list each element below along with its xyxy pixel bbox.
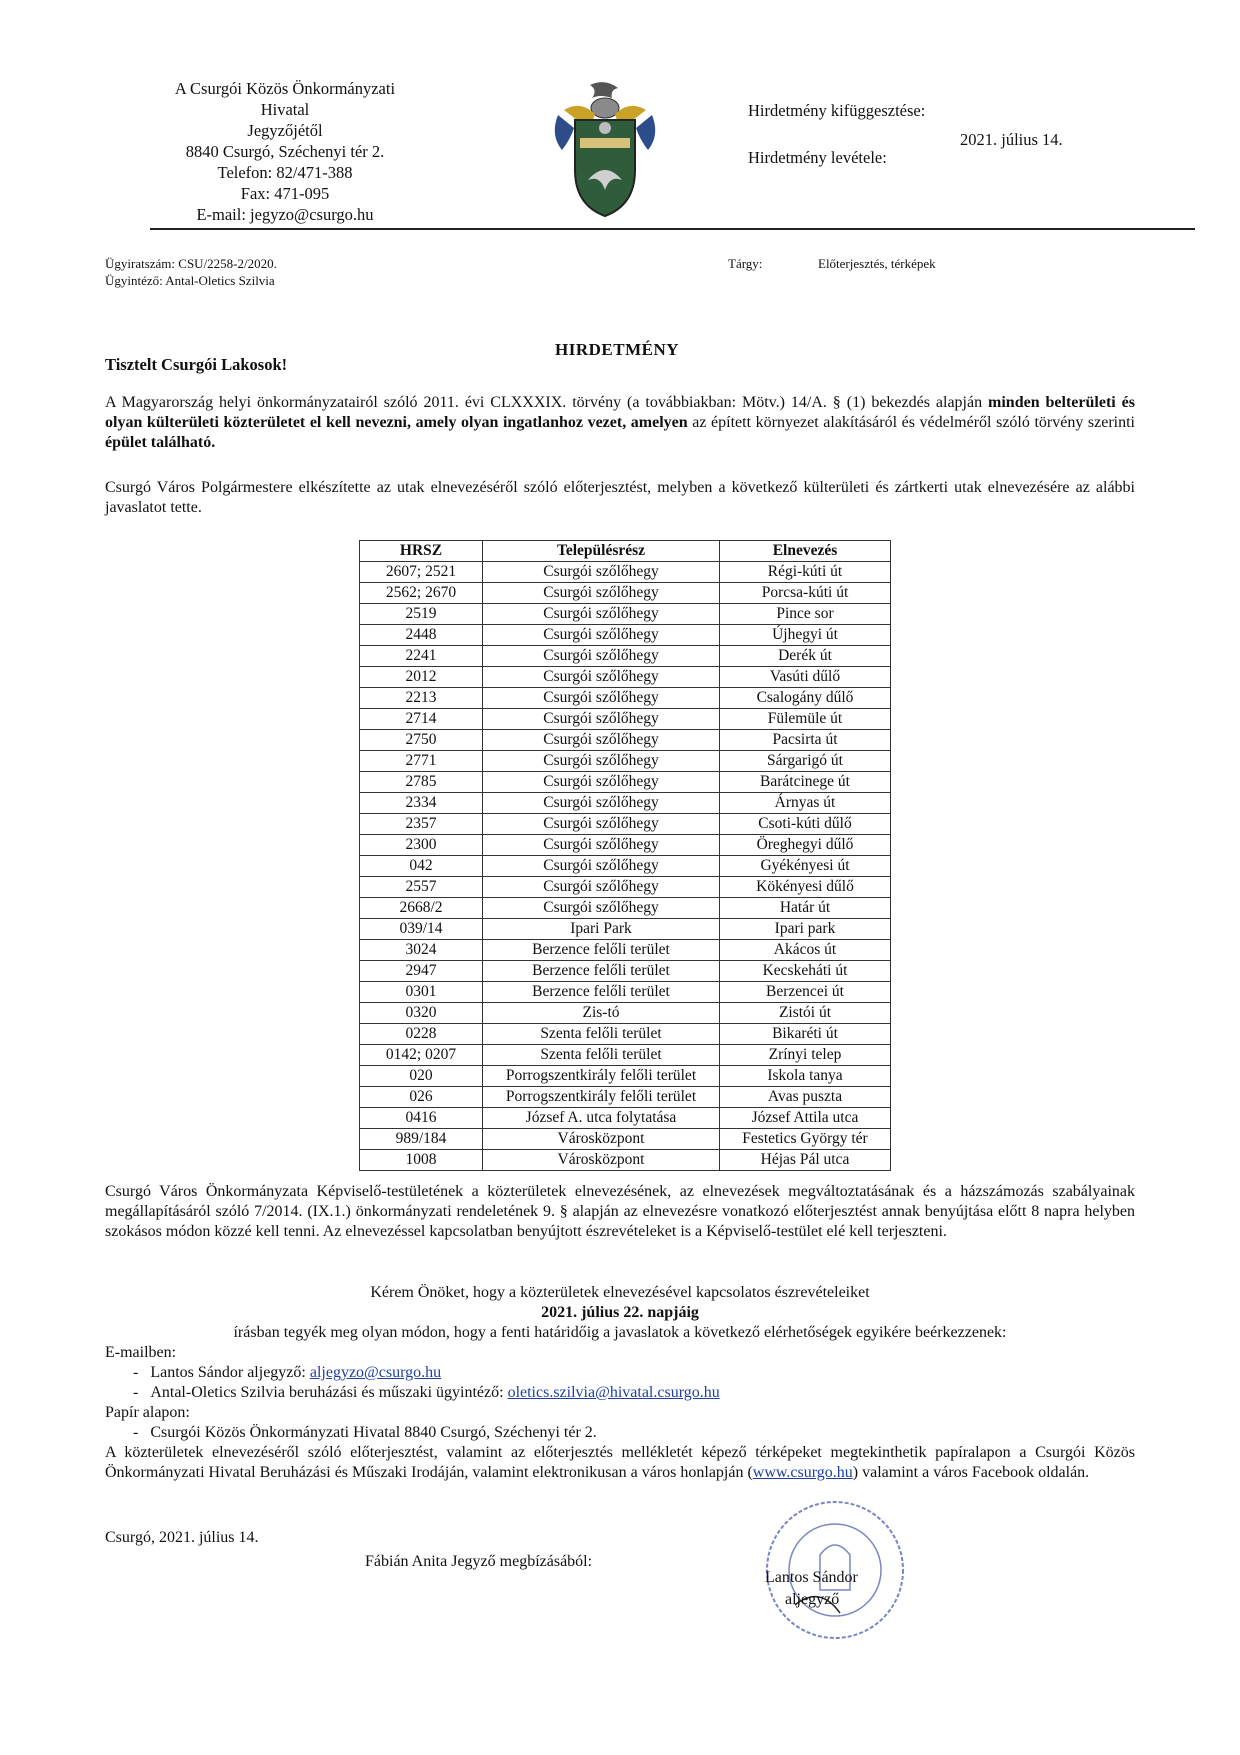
hrsz-cell: 0228 [360, 1024, 483, 1045]
name-cell: Kökényesi dűlő [720, 877, 891, 898]
district-cell: Porrogszentkirály felőli terület [483, 1066, 720, 1087]
district-cell: Berzence felőli terület [483, 961, 720, 982]
street-names-table [359, 540, 891, 1171]
hrsz-cell: 2771 [360, 751, 483, 772]
name-cell: Zistói út [720, 1003, 891, 1024]
subject-label: Tárgy: [728, 256, 763, 271]
name-cell: Csoti-kúti dűlő [720, 814, 891, 835]
table-row [360, 562, 891, 583]
name-cell: Avas puszta [720, 1087, 891, 1108]
hrsz-cell: 042 [360, 856, 483, 877]
name-cell: Pince sor [720, 604, 891, 625]
table-row [360, 625, 891, 646]
bullet: - [133, 1424, 139, 1441]
district-cell: Városközpont [483, 1150, 720, 1171]
name-cell: Vasúti dűlő [720, 667, 891, 688]
district-cell: Csurgói szőlőhegy [483, 835, 720, 856]
document-title: HIRDETMÉNY [555, 340, 680, 359]
table-row [360, 856, 891, 877]
district-cell: Városközpont [483, 1129, 720, 1150]
district-cell: József A. utca folytatása [483, 1108, 720, 1129]
hrsz-cell: 2785 [360, 772, 483, 793]
district-cell: Csurgói szőlőhegy [483, 877, 720, 898]
name-cell: Pacsirta út [720, 730, 891, 751]
hrsz-cell: 2714 [360, 709, 483, 730]
district-cell: Csurgói szőlőhegy [483, 583, 720, 604]
hrsz-cell: 1008 [360, 1150, 483, 1171]
district-cell: Szenta felőli terület [483, 1024, 720, 1045]
district-cell: Csurgói szőlőhegy [483, 709, 720, 730]
name-cell: Derék út [720, 646, 891, 667]
table-row [360, 1045, 891, 1066]
hrsz-cell: 0301 [360, 982, 483, 1003]
issuer-line: A Csurgói Közös Önkormányzati Hivatal [174, 79, 396, 119]
email-label: E-mailben: [105, 1344, 177, 1361]
name-cell: Zrínyi telep [720, 1045, 891, 1066]
table-row [360, 709, 891, 730]
name-cell: Sárgarigó út [720, 751, 891, 772]
hrsz-cell: 2562; 2670 [360, 583, 483, 604]
issuer-line: E-mail: jegyzo@csurgo.hu [196, 205, 374, 224]
table-row [360, 793, 891, 814]
viewing-text: ) valamint a város Facebook oldalán. [852, 1464, 1090, 1481]
district-cell: Csurgói szőlőhegy [483, 730, 720, 751]
signer-name: Lantos Sándor [765, 1569, 858, 1586]
removed-label: Hirdetmény levétele: [748, 148, 887, 167]
name-cell: Bikaréti út [720, 1024, 891, 1045]
hrsz-cell: 0320 [360, 1003, 483, 1024]
district-cell: Csurgói szőlőhegy [483, 646, 720, 667]
district-cell: Csurgói szőlőhegy [483, 625, 720, 646]
table-row [360, 583, 891, 604]
hrsz-cell: 2607; 2521 [360, 562, 483, 583]
name-cell: Ipari park [720, 919, 891, 940]
table-row [360, 730, 891, 751]
name-cell: Régi-kúti út [720, 562, 891, 583]
hrsz-cell: 2947 [360, 961, 483, 982]
table-header-row [360, 541, 891, 562]
district-cell: Csurgói szőlőhegy [483, 667, 720, 688]
table-row [360, 919, 891, 940]
name-cell: Berzencei út [720, 982, 891, 1003]
name-cell: József Attila utca [720, 1108, 891, 1129]
table-row [360, 1150, 891, 1171]
name-cell: Csalogány dűlő [720, 688, 891, 709]
contact-text: Antal-Oletics Szilvia beruházási és műszaki ügyintéző: [150, 1384, 508, 1401]
email-link-oletics[interactable]: oletics.szilvia@hivatal.csurgo.hu [507, 1384, 720, 1401]
hrsz-cell: 3024 [360, 940, 483, 961]
header-divider [150, 228, 1195, 230]
district-cell: Csurgói szőlőhegy [483, 856, 720, 877]
contact-item [133, 1423, 597, 1443]
name-cell: Öreghegyi dűlő [720, 835, 891, 856]
table-row [360, 877, 891, 898]
website-link[interactable]: www.csurgo.hu [752, 1464, 853, 1481]
table-row [360, 1003, 891, 1024]
issuer-block [150, 78, 420, 225]
proposal-paragraph: Csurgó Város Polgármestere elkészítette az utak elnevezéséről szóló előterjesztést, melyben a következő külterületi és zártkerti utak elnevezésére az alábbi javaslatot tette. [105, 479, 1135, 516]
district-cell: Csurgói szőlőhegy [483, 793, 720, 814]
district-cell: Csurgói szőlőhegy [483, 688, 720, 709]
bullet: - [133, 1364, 139, 1381]
name-cell: Kecskeháti út [720, 961, 891, 982]
table-row [360, 982, 891, 1003]
name-cell: Iskola tanya [720, 1066, 891, 1087]
table-row [360, 772, 891, 793]
table-row [360, 835, 891, 856]
column-header: Elnevezés [720, 541, 891, 562]
table-row [360, 604, 891, 625]
name-cell: Fülemüle út [720, 709, 891, 730]
table-row [360, 940, 891, 961]
table-row [360, 1129, 891, 1150]
column-header: HRSZ [360, 541, 483, 562]
table-row [360, 646, 891, 667]
table-row [360, 1066, 891, 1087]
hrsz-cell: 026 [360, 1087, 483, 1108]
name-cell: Gyékényesi út [720, 856, 891, 877]
case-meta [105, 255, 277, 289]
district-cell: Csurgói szőlőhegy [483, 898, 720, 919]
hrsz-cell: 020 [360, 1066, 483, 1087]
contact-item [133, 1383, 720, 1403]
table-row [360, 814, 891, 835]
posted-date: 2021. július 14. [960, 130, 1063, 149]
district-cell: Porrogszentkirály felőli terület [483, 1087, 720, 1108]
hrsz-cell: 989/184 [360, 1129, 483, 1150]
district-cell: Szenta felőli terület [483, 1045, 720, 1066]
district-cell: Csurgói szőlőhegy [483, 562, 720, 583]
district-cell: Ipari Park [483, 919, 720, 940]
district-cell: Berzence felőli terület [483, 982, 720, 1003]
column-header: Településrész [483, 541, 720, 562]
district-cell: Berzence felőli terület [483, 940, 720, 961]
district-cell: Csurgói szőlőhegy [483, 751, 720, 772]
intro-bold: minden belterületi és olyan külterületi közterületet el kell nevezni, amely olyan ingatlanhoz vezet, amelyen [105, 394, 1135, 431]
intro-paragraph [105, 393, 1135, 453]
place-date: Csurgó, 2021. július 14. [105, 1529, 259, 1546]
request-line: írásban tegyék meg olyan módon, hogy a fenti határidőig a javaslatok a következő elérhetőségek egyikére beérkezzenek: [233, 1324, 1007, 1341]
name-cell: Festetics György tér [720, 1129, 891, 1150]
table-body [360, 562, 891, 1171]
issuer-line: Jegyzőjétől [247, 121, 323, 140]
table-row [360, 898, 891, 919]
name-cell: Határ út [720, 898, 891, 919]
on-behalf: Fábián Anita Jegyző megbízásából: [365, 1553, 593, 1570]
hrsz-cell: 2750 [360, 730, 483, 751]
hrsz-cell: 2012 [360, 667, 483, 688]
regulation-paragraph: Csurgó Város Önkormányzata Képviselő-testületének a közterületek elnevezésének, az elnevezések megváltoztatásának és a házszámozás szabályainak megállapításáról szóló 7/2014. (IX.1.) önkormányzati rendeletének 9. § alapján az elnevezésre vonatkozó előterjesztést annak benyújtása előtt 8 napra helyben szokásos módon közzé kell tenni. Az elnevezéssel kapcsolatban benyújtott észrevételeket is a Képviselő-testület elé kell terjeszteni. [105, 1183, 1135, 1240]
case-officer: Ügyintéző: Antal-Oletics Szilvia [105, 273, 275, 288]
intro-text: az épített környezet alakításáról és védelméről szóló törvény szerinti [687, 414, 1136, 431]
email-link-aljegyzo[interactable]: aljegyzo@csurgo.hu [309, 1364, 442, 1381]
district-cell: Zis-tó [483, 1003, 720, 1024]
issuer-line: Telefon: 82/471-388 [217, 163, 353, 182]
intro-bold: épület található. [105, 434, 216, 451]
posting-labels [748, 100, 925, 168]
table-row [360, 688, 891, 709]
name-cell: Barátcinege út [720, 772, 891, 793]
bullet: - [133, 1384, 139, 1401]
deadline: 2021. július 22. napjáig [541, 1304, 699, 1321]
hrsz-cell: 2519 [360, 604, 483, 625]
issuer-line: Fax: 471-095 [240, 184, 330, 203]
posted-label: Hirdetmény kifüggesztése: [748, 101, 926, 120]
hrsz-cell: 2334 [360, 793, 483, 814]
table-row [360, 961, 891, 982]
hrsz-cell: 0416 [360, 1108, 483, 1129]
salutation: Tisztelt Csurgói Lakosok! [105, 355, 288, 374]
hrsz-cell: 2213 [360, 688, 483, 709]
contact-item [133, 1363, 441, 1383]
hrsz-cell: 039/14 [360, 919, 483, 940]
subject-value: Előterjesztés, térképek [818, 256, 936, 271]
table-row [360, 751, 891, 772]
table-row [360, 1108, 891, 1129]
coat-of-arms-icon [550, 80, 660, 220]
hrsz-cell: 2241 [360, 646, 483, 667]
intro-text: A Magyarország helyi önkormányzatairól szóló 2011. évi CLXXXIX. törvény (a továbbiakban: Mötv.) 14/A. § (1) bekezdés alapján [105, 394, 989, 411]
paper-label: Papír alapon: [105, 1404, 190, 1421]
request-line: Kérem Önöket, hogy a közterületek elnevezésével kapcsolatos észrevételeiket [370, 1284, 870, 1301]
name-cell: Héjas Pál utca [720, 1150, 891, 1171]
hrsz-cell: 2448 [360, 625, 483, 646]
hrsz-cell: 2557 [360, 877, 483, 898]
viewing-text: A közterületek elnevezéséről szóló előterjesztést, valamint az előterjesztés mellékletét képező térképeket megtekinthetik papíralapon a Csurgói Közös Önkormányzati Hivatal Beruházási és Műszaki Irodáján, valamint elektronikusan a város honlapján ( [105, 1444, 1135, 1481]
contact-text: Lantos Sándor aljegyző: [150, 1364, 310, 1381]
signer-title: aljegyző [785, 1591, 840, 1608]
hrsz-cell: 0142; 0207 [360, 1045, 483, 1066]
hrsz-cell: 2668/2 [360, 898, 483, 919]
district-cell: Csurgói szőlőhegy [483, 604, 720, 625]
table-row [360, 667, 891, 688]
case-number: Ügyiratszám: CSU/2258-2/2020. [105, 256, 277, 271]
district-cell: Csurgói szőlőhegy [483, 772, 720, 793]
name-cell: Árnyas út [720, 793, 891, 814]
request-block [105, 1283, 1135, 1343]
name-cell: Akácos út [720, 940, 891, 961]
viewing-paragraph [105, 1443, 1135, 1483]
hrsz-cell: 2357 [360, 814, 483, 835]
table-row [360, 1087, 891, 1108]
name-cell: Újhegyi út [720, 625, 891, 646]
contact-text: Csurgói Közös Önkormányzati Hivatal 8840 Csurgó, Széchenyi tér 2. [150, 1424, 597, 1441]
name-cell: Porcsa-kúti út [720, 583, 891, 604]
table-row [360, 1024, 891, 1045]
hrsz-cell: 2300 [360, 835, 483, 856]
district-cell: Csurgói szőlőhegy [483, 814, 720, 835]
issuer-line: 8840 Csurgó, Széchenyi tér 2. [185, 142, 385, 161]
